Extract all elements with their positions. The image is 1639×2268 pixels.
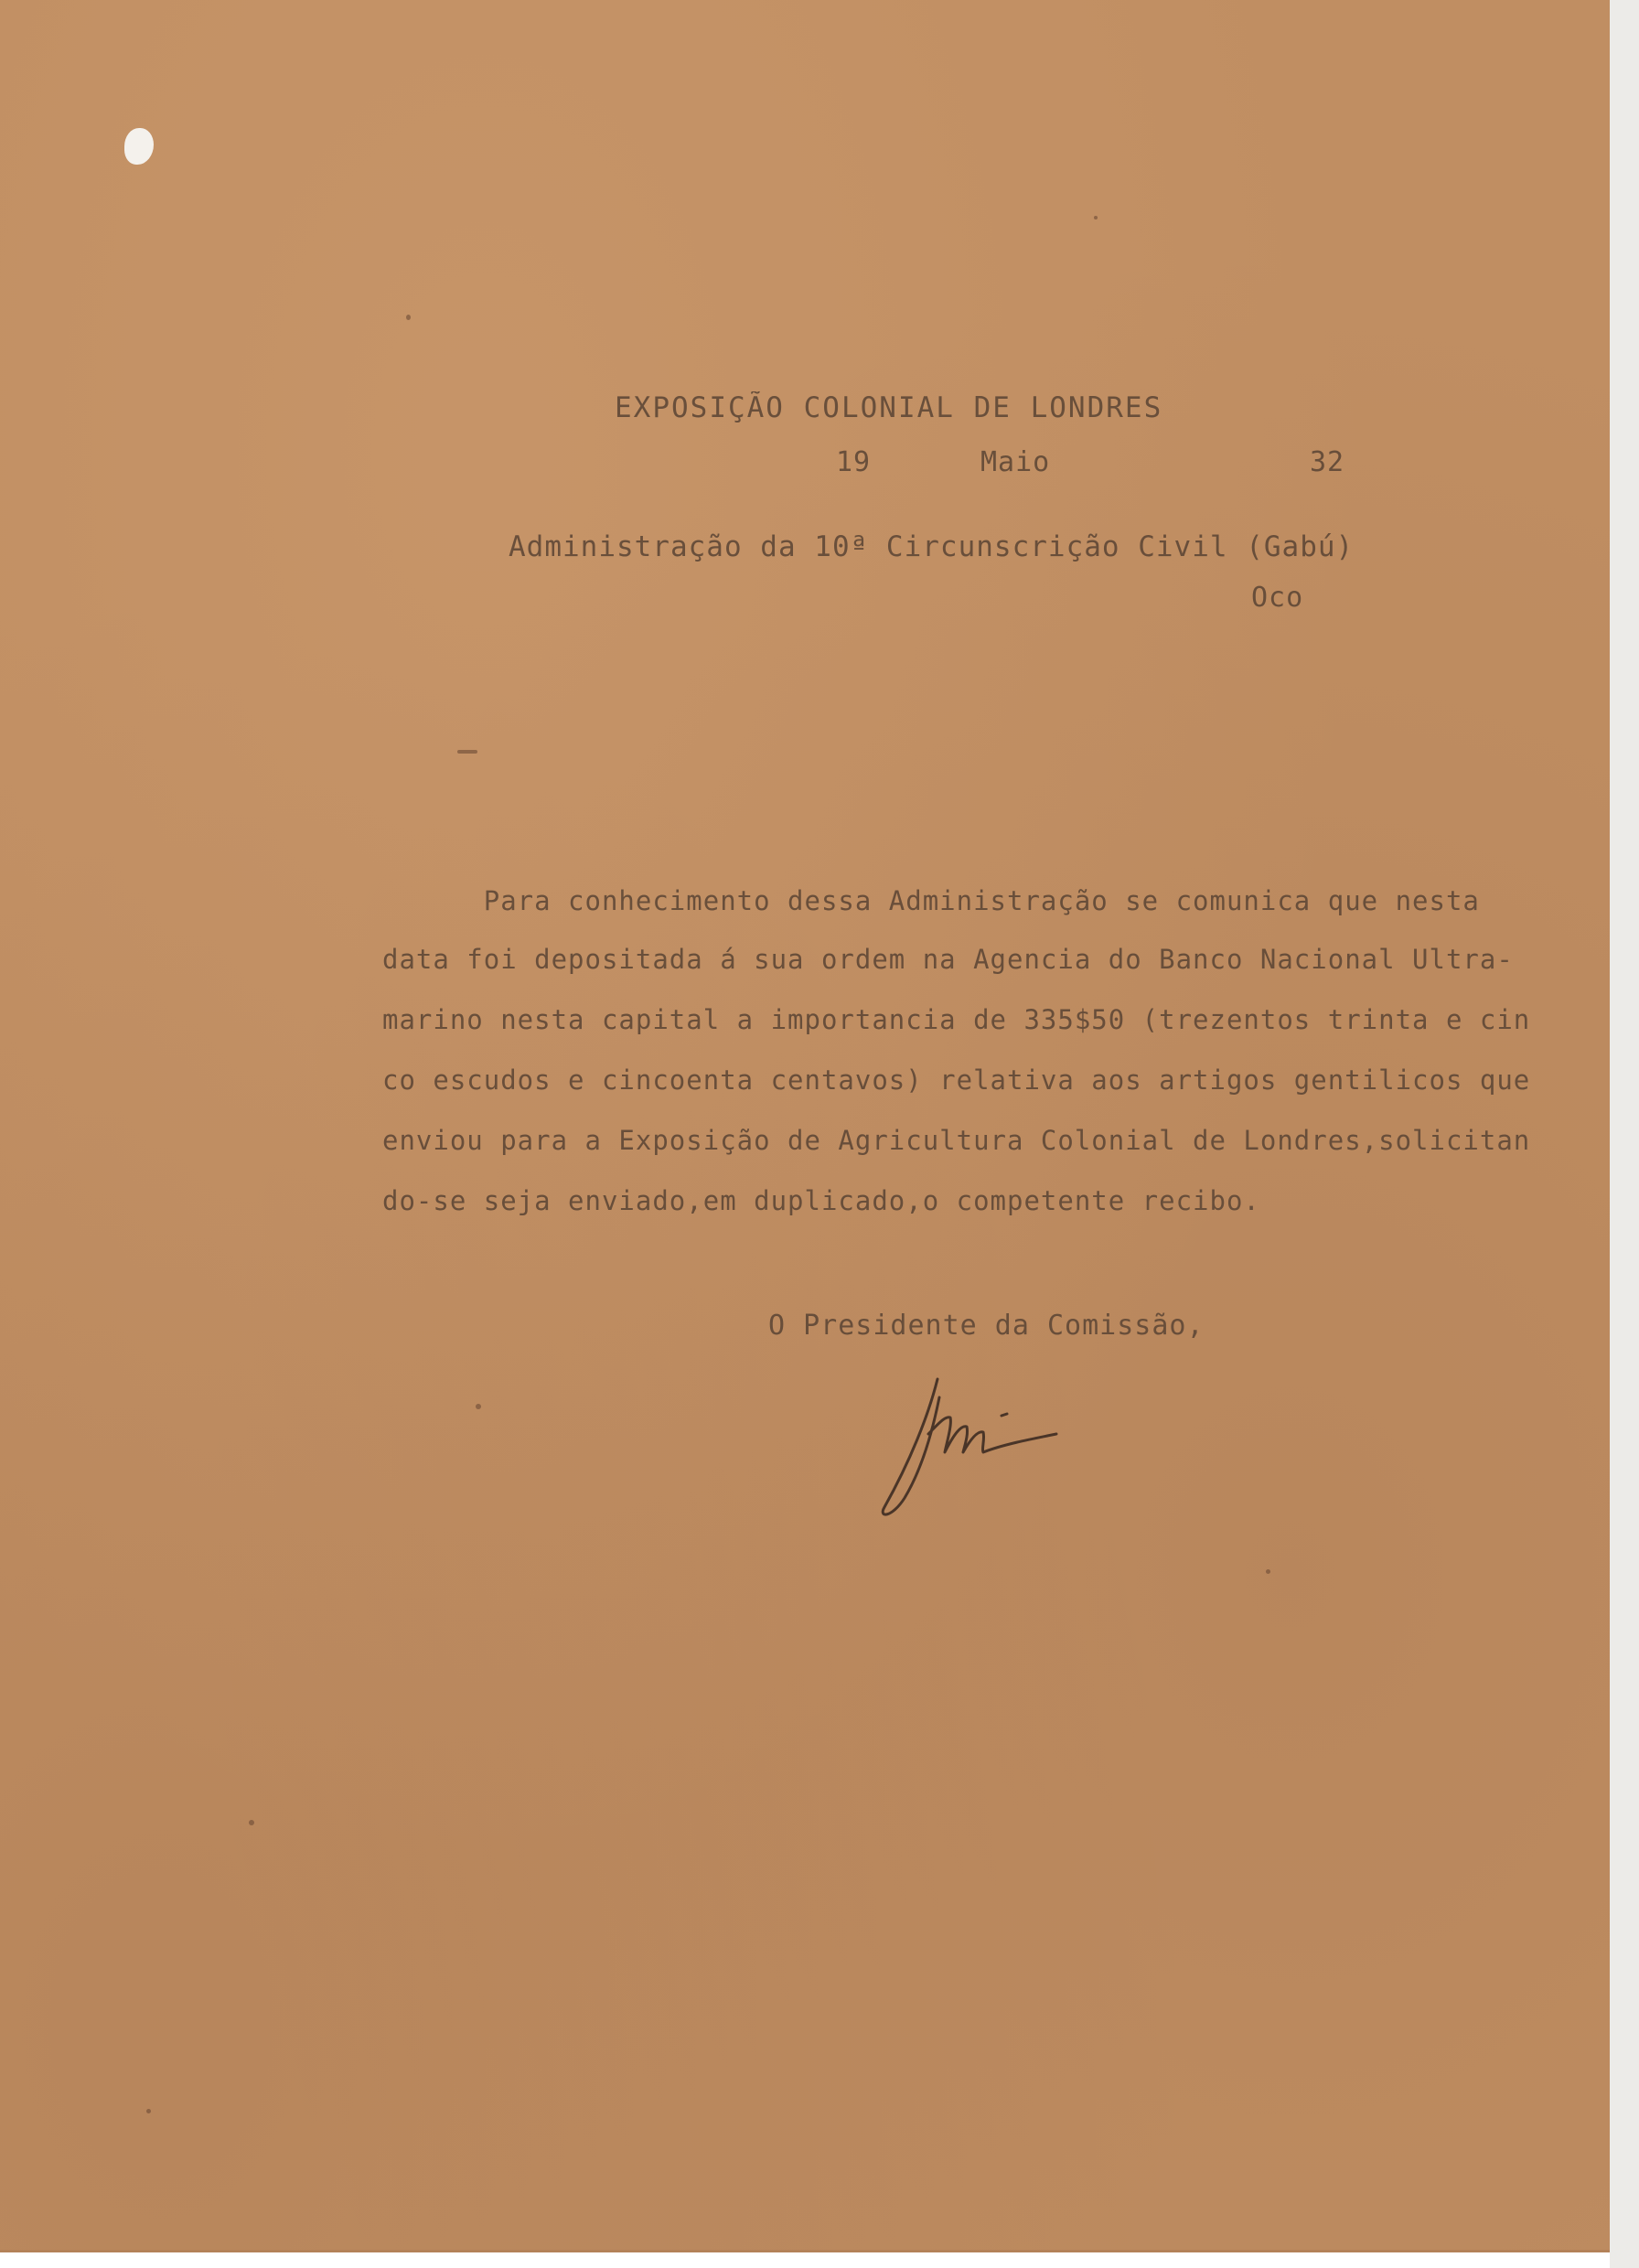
recipient-line: Administração da 10ª Circunscrição Civil (Gabú) (509, 530, 1355, 563)
document-header-title: EXPOSIÇÃO COLONIAL DE LONDRES (615, 391, 1163, 424)
paper-speck (476, 1404, 481, 1409)
date-month: Maio (980, 446, 1051, 478)
body-line: co escudos e cincoenta centavos) relativa aos artigos gentilicos que (382, 1064, 1531, 1096)
paper-speck (1094, 216, 1098, 219)
body-line: Para conhecimento dessa Administração se comunica que nesta (382, 885, 1480, 916)
punched-hole (124, 128, 154, 165)
reference-code: Oco (1251, 582, 1304, 614)
paper-speck (249, 1820, 254, 1825)
body-line: enviou para a Exposição de Agricultura Colonial de Londres,solicitan (382, 1125, 1531, 1156)
paper-speck (457, 750, 477, 754)
date-year: 32 (1310, 446, 1345, 478)
closing-line: O Presidente da Comissão, (768, 1310, 1205, 1342)
date-day: 19 (836, 446, 872, 478)
body-line: marino nesta capital a importancia de 335$50 (trezentos trinta e cin (382, 1004, 1531, 1035)
paper-speck (1266, 1569, 1270, 1574)
body-line: do-se seja enviado,em duplicado,o competente recibo. (382, 1185, 1260, 1216)
paper-speck (146, 2109, 151, 2113)
paper-speck (406, 315, 411, 320)
scan-background-edge (1610, 0, 1639, 2268)
signature (873, 1361, 1111, 1525)
body-line: data foi depositada á sua ordem na Agencia do Banco Nacional Ultra- (382, 944, 1514, 975)
